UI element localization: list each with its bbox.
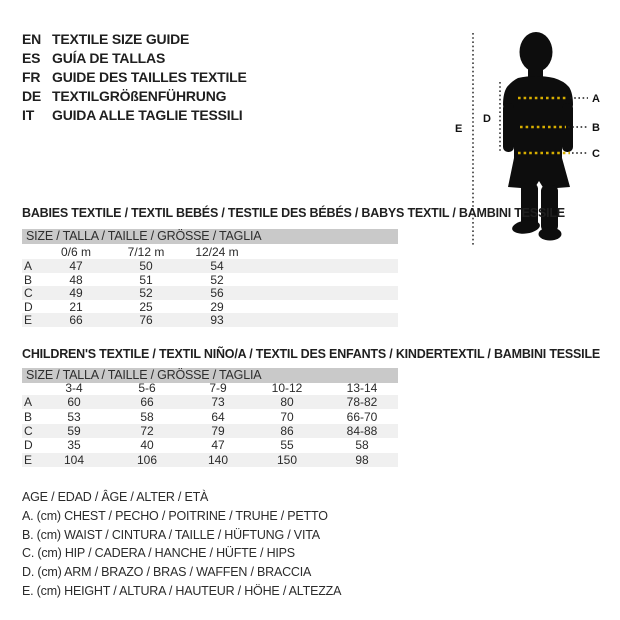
legend-line-hip: C. (cm) HIP / CADERA / HANCHE / HÜFTE / HIPS [22, 546, 295, 561]
size-value: 49 [69, 286, 83, 300]
column-header: 12/24 m [195, 245, 239, 259]
hip-label: C [592, 148, 600, 160]
size-value: 73 [211, 395, 225, 410]
size-value: 66 [69, 313, 83, 327]
babies-size-header-bar: SIZE / TALLA / TAILLE / GRÖSSE / TAGLIA [22, 229, 398, 244]
language-row-fr [22, 67, 247, 86]
size-value: 98 [355, 452, 369, 467]
language-code: IT [22, 107, 35, 124]
size-value: 51 [139, 272, 153, 287]
table-row [22, 395, 398, 409]
language-label: TEXTILE SIZE GUIDE [52, 30, 190, 47]
size-value: 78-82 [346, 395, 378, 410]
legend-line-height: E. (cm) HEIGHT / ALTURA / HAUTEUR / HÖHE / ALTEZZA [22, 583, 342, 598]
size-value: 93 [210, 313, 224, 327]
table-header-row [22, 381, 398, 395]
size-value: 54 [210, 259, 224, 273]
language-row-de [22, 87, 247, 106]
table-row [22, 286, 398, 300]
language-code: EN [22, 30, 42, 47]
language-row-it [22, 106, 247, 125]
row-label: E [24, 452, 33, 467]
row-label: C [24, 423, 33, 438]
size-value: 48 [69, 272, 83, 287]
table-row [22, 424, 398, 438]
column-header: 7-9 [209, 381, 227, 395]
children-size-table [22, 381, 398, 467]
size-value: 86 [280, 423, 294, 438]
size-value: 72 [140, 423, 154, 438]
size-value: 76 [139, 313, 153, 327]
row-label: B [24, 272, 33, 287]
row-label: B [24, 409, 33, 424]
size-value: 47 [69, 259, 83, 273]
row-label: A [24, 395, 33, 410]
legend-line-waist: B. (cm) WAIST / CINTURA / TAILLE / HÜFTUNG / VITA [22, 527, 320, 542]
chest-label: A [592, 93, 600, 105]
legend-line-arm: D. (cm) ARM / BRAZO / BRAS / WAFFEN / BRACCIA [22, 565, 312, 580]
table-row [22, 409, 398, 423]
size-value: 55 [280, 438, 294, 453]
size-value: 52 [139, 286, 153, 300]
language-code: DE [22, 88, 42, 105]
arm-label: D [483, 113, 491, 125]
row-label: D [24, 299, 33, 314]
babies-section-title: BABIES TEXTILE / TEXTIL BEBÉS / TESTILE DES BÉBÉS / BABYS TEXTIL / BAMBINI TESSILE [22, 206, 565, 220]
size-value: 21 [69, 299, 83, 314]
size-value: 52 [210, 272, 224, 287]
table-row [22, 453, 398, 467]
language-code: ES [22, 49, 41, 66]
size-value: 56 [210, 286, 224, 300]
size-value: 66-70 [346, 409, 378, 424]
size-value: 66 [140, 395, 154, 410]
size-value: 47 [211, 438, 225, 453]
row-label: E [24, 313, 33, 327]
language-label: GUIDE DES TAILLES TEXTILE [52, 68, 247, 85]
size-value: 84-88 [346, 423, 378, 438]
size-value: 59 [67, 423, 81, 438]
column-header: 7/12 m [127, 245, 165, 259]
row-label: D [24, 438, 33, 453]
language-label: GUIDA ALLE TAGLIE TESSILI [52, 107, 243, 124]
size-value: 25 [139, 299, 153, 314]
column-header: 10-12 [271, 381, 303, 395]
size-value: 58 [355, 438, 369, 453]
waist-label: B [592, 122, 600, 134]
size-value: 60 [67, 395, 81, 410]
size-value: 58 [140, 409, 154, 424]
language-list [22, 29, 247, 125]
language-row-es [22, 48, 247, 67]
column-header: 0/6 m [60, 245, 91, 259]
row-label: A [24, 259, 33, 273]
language-label: TEXTILGRÖßENFÜHRUNG [52, 88, 227, 105]
language-code: FR [22, 68, 41, 85]
language-row-en [22, 29, 247, 48]
size-value: 35 [67, 438, 81, 453]
column-header: 5-6 [138, 381, 156, 395]
age-legend-line: AGE / EDAD / ÂGE / ALTER / ETÀ [22, 490, 209, 505]
size-value: 140 [207, 452, 229, 467]
size-value: 53 [67, 409, 81, 424]
size-value: 70 [280, 409, 294, 424]
table-row [22, 438, 398, 452]
column-header: 3-4 [65, 381, 83, 395]
column-header: 13-14 [346, 381, 378, 395]
language-label: GUÍA DE TALLAS [52, 49, 166, 66]
height-label: E [455, 123, 463, 135]
size-value: 50 [139, 259, 153, 273]
table-header-row [22, 245, 398, 259]
size-value: 40 [140, 438, 154, 453]
size-value: 64 [211, 409, 225, 424]
table-row [22, 313, 398, 327]
legend-line-chest: A. (cm) CHEST / PECHO / POITRINE / TRUHE / PETTO [22, 509, 328, 524]
children-section-title: CHILDREN'S TEXTILE / TEXTIL NIÑO/A / TEXTIL DES ENFANTS / KINDERTEXTIL / BAMBINI TESSILE [22, 347, 601, 361]
babies-size-table [22, 245, 398, 327]
size-value: 80 [280, 395, 294, 410]
measurement-legend [22, 488, 341, 600]
size-value: 104 [63, 452, 85, 467]
table-row [22, 273, 398, 287]
size-value: 106 [136, 452, 158, 467]
row-label: C [24, 286, 33, 300]
table-row [22, 300, 398, 314]
size-value: 79 [211, 423, 225, 438]
size-value: 150 [276, 452, 298, 467]
children-size-header-bar: SIZE / TALLA / TAILLE / GRÖSSE / TAGLIA [22, 368, 398, 383]
table-row [22, 259, 398, 273]
size-value: 29 [210, 299, 224, 314]
